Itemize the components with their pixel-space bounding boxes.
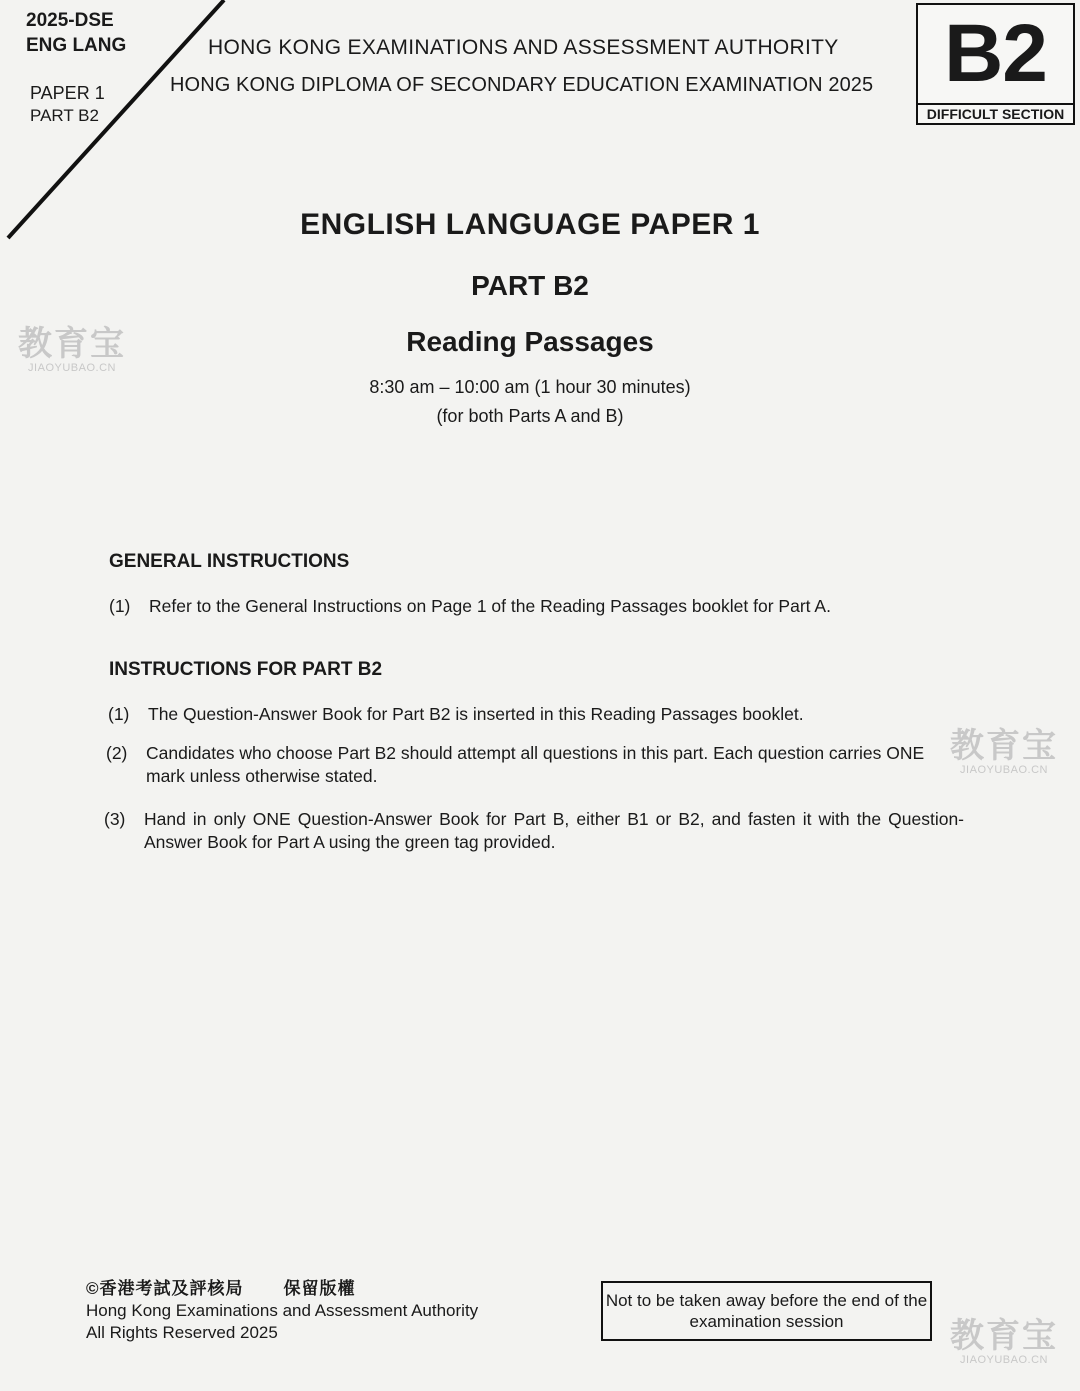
copyright-cn [86,1278,478,1300]
watermark-cn: 教育宝 [18,325,126,363]
section-code-box [916,3,1075,125]
copyright-block [86,1278,478,1344]
copyright-authority-en: Hong Kong Examinations and Assessment Authority [86,1301,479,1320]
corner-exam-label [26,8,126,58]
instruction-number: (2) [106,743,128,763]
exam-scope: (for both Parts A and B) [436,406,624,426]
instruction-number: (1) [108,704,130,724]
part-title: PART B2 [471,270,589,301]
watermark-url: JIAOYUBAO.CN [960,764,1048,776]
instruction-item [106,742,966,788]
part-instructions-heading: INSTRUCTIONS FOR PART B2 [109,659,383,680]
corner-paper: PAPER 1 [30,83,105,103]
copyright-rights-en: All Rights Reserved 2025 [86,1323,278,1342]
instruction-text: Hand in only ONE Question-Answer Book for Part B, either B1 or B2, and fasten it with the Question-Answer Book for Part A using the green tag provided. [144,809,964,852]
section-label: DIFFICULT SECTION [918,103,1073,123]
instruction-text: Candidates who choose Part B2 should attempt all questions in this part. Each question carries ONE mark unless otherwise stated. [146,743,925,786]
instruction-text: Refer to the General Instructions on Page 1 of the Reading Passages booklet for Part A. [149,596,831,616]
watermark [18,326,126,374]
instruction-number: (3) [104,809,126,829]
notice-box: Not to be taken away before the end of the examination session [601,1281,932,1341]
watermark-cn: 教育宝 [950,727,1058,765]
instruction-number: (1) [109,596,131,616]
booklet-title: Reading Passages [406,326,654,357]
instruction-item [104,808,964,854]
watermark-cn: 教育宝 [950,1317,1058,1355]
watermark [950,1318,1058,1366]
paper-title: ENGLISH LANGUAGE PAPER 1 [300,208,760,241]
header-diploma: HONG KONG DIPLOMA OF SECONDARY EDUCATION EXAMINATION 2025 [170,74,874,96]
corner-exam-code: 2025-DSE [26,10,114,31]
exam-time: 8:30 am – 10:00 am (1 hour 30 minutes) [369,377,691,397]
header-authority: HONG KONG EXAMINATIONS AND ASSESSMENT AUTHORITY [208,36,839,59]
copyright-cn-authority: ©香港考試及評核局 [86,1279,244,1298]
corner-part: PART B2 [30,106,99,125]
corner-subject: ENG LANG [26,35,127,56]
watermark-url: JIAOYUBAO.CN [28,362,116,374]
watermark [950,728,1058,776]
section-code: B2 [944,8,1047,99]
watermark-url: JIAOYUBAO.CN [960,1354,1048,1366]
instruction-text: The Question-Answer Book for Part B2 is inserted in this Reading Passages booklet. [148,704,804,724]
instruction-item [109,595,969,618]
general-instructions-heading: GENERAL INSTRUCTIONS [109,551,350,572]
copyright-cn-rights: 保留版權 [283,1279,356,1298]
instruction-item [108,703,968,726]
